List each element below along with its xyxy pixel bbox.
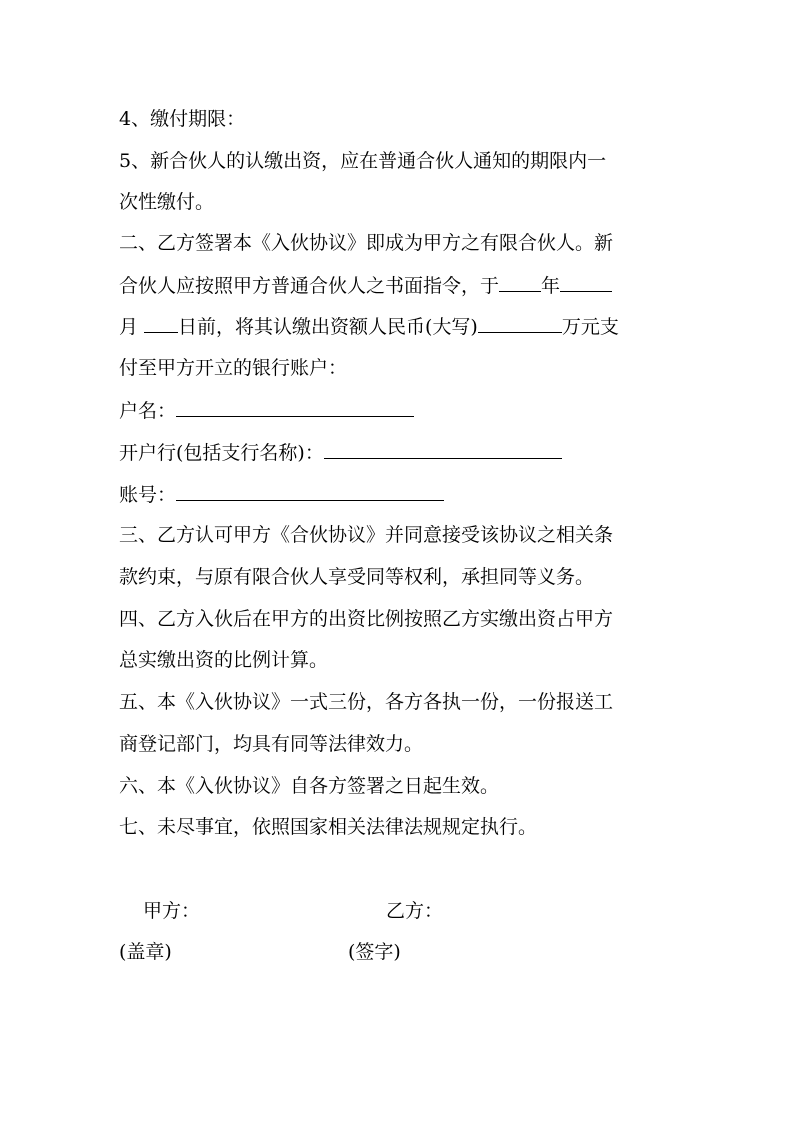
month-label: 月	[119, 316, 139, 338]
amount-text: 日前，将其认缴出资额人民币(大写)	[178, 316, 478, 338]
section-6: 六、本《入伙协议》自各方签署之日起生效。	[119, 775, 500, 797]
bank-blank	[324, 440, 562, 459]
seal-label: (盖章)	[119, 941, 172, 963]
section-3-line-2: 款约束，与原有限合伙人享受同等权利，承担同等义务。	[119, 566, 595, 588]
party-b-label: 乙方：	[386, 900, 444, 922]
sign-label: (签字)	[348, 941, 401, 963]
section-5-line-2: 商登记部门，均具有同等法律效力。	[119, 733, 424, 755]
amount-blank	[478, 314, 562, 333]
day-blank	[144, 314, 178, 333]
section-7: 七、未尽事宜，依照国家相关法律法规规定执行。	[119, 816, 538, 838]
clause-5-line-2: 次性缴付。	[119, 191, 215, 213]
party-a-label: 甲方：	[143, 900, 201, 922]
bank-row	[119, 440, 562, 464]
month-blank	[560, 273, 612, 292]
section-2-line-1: 二、乙方签署本《入伙协议》即成为甲方之有限合伙人。新	[119, 232, 614, 254]
account-number-blank	[176, 482, 444, 501]
section-2-line-2	[119, 273, 612, 297]
section-3-line-1: 三、乙方认可甲方《合伙协议》并同意接受该协议之相关条	[119, 524, 614, 546]
section-4-line-2: 总实缴出资的比例计算。	[119, 649, 329, 671]
account-number-label: 账号：	[119, 484, 177, 506]
account-name-blank	[176, 398, 414, 417]
section-2-line-3	[119, 314, 619, 338]
account-name-row	[119, 398, 414, 422]
section-2-text: 合伙人应按照甲方普通合伙人之书面指令，于	[119, 275, 500, 297]
year-label: 年	[541, 275, 561, 297]
year-blank	[499, 273, 541, 292]
section-5-line-1: 五、本《入伙协议》一式三份，各方各执一份，一份报送工	[119, 691, 614, 713]
clause-4: 4、缴付期限：	[119, 108, 246, 130]
account-number-row	[119, 482, 444, 506]
account-name-label: 户名：	[119, 400, 177, 422]
amount-unit: 万元支	[561, 316, 619, 338]
section-2-line-4: 付至甲方开立的银行账户：	[119, 357, 348, 379]
clause-5-line-1: 5、新合伙人的认缴出资，应在普通合伙人通知的期限内一	[119, 150, 607, 172]
section-4-line-1: 四、乙方入伙后在甲方的出资比例按照乙方实缴出资占甲方	[119, 608, 614, 630]
bank-label: 开户行(包括支行名称)：	[119, 442, 324, 464]
